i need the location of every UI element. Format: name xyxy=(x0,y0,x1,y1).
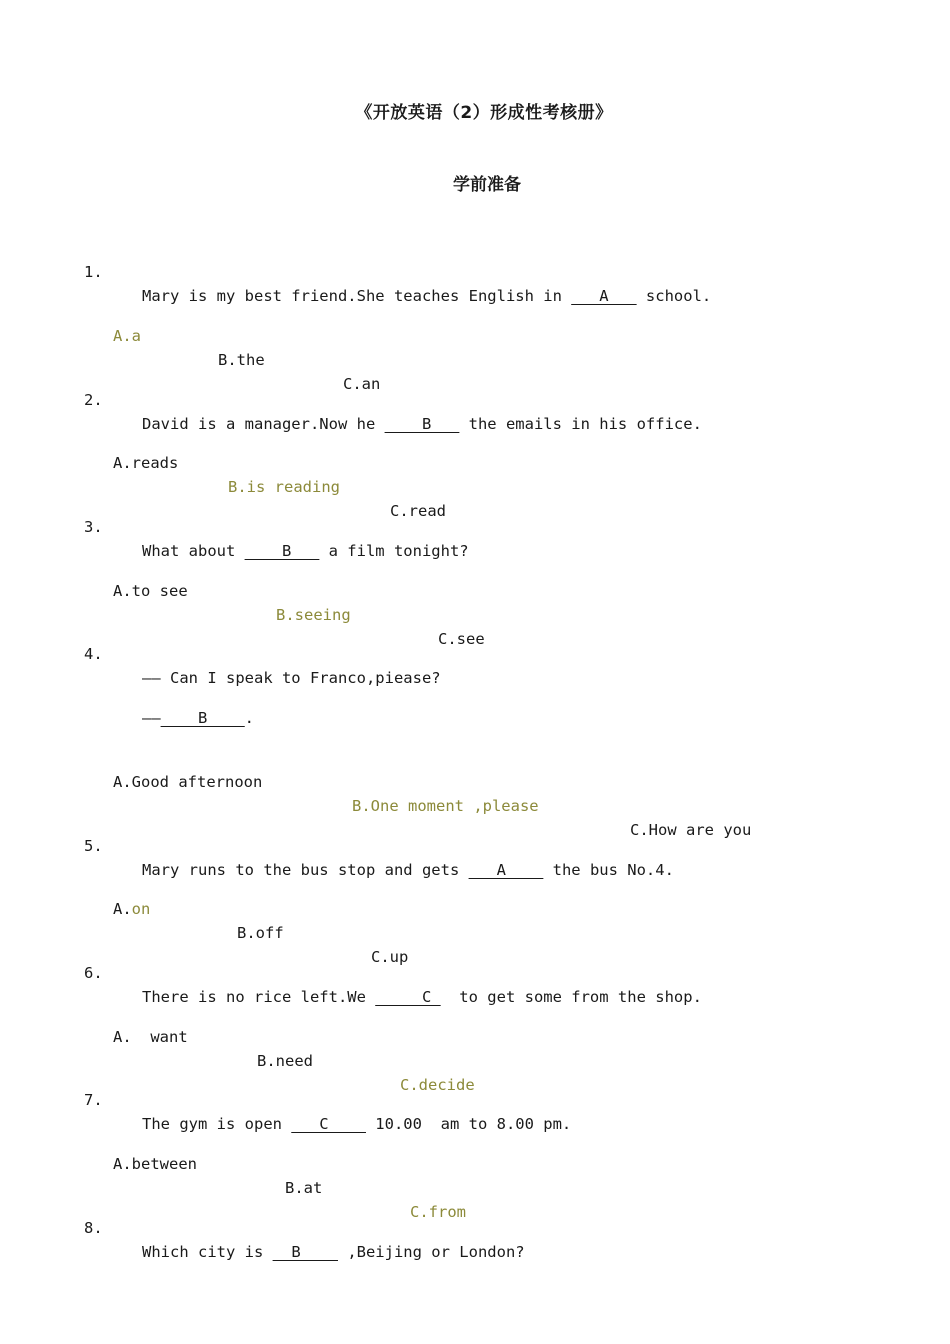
question-stem: ——____B____. xyxy=(142,709,255,727)
option-b: B.One moment ,please xyxy=(352,797,539,815)
option-c: C.How are you xyxy=(630,821,752,839)
options-4 xyxy=(0,746,752,839)
option-b: B.is reading xyxy=(228,478,340,496)
question-4-response xyxy=(0,682,255,727)
option-b: B.at xyxy=(285,1179,323,1197)
options-3 xyxy=(0,555,485,648)
question-stem: Mary runs to the bus stop and gets ___A____ the bus No.4. xyxy=(142,861,674,879)
option-c: C.up xyxy=(371,948,409,966)
option-b: B.off xyxy=(237,924,284,942)
question-stem: What about ____B___ a film tonight? xyxy=(142,542,469,560)
option-a: A. want xyxy=(113,1028,188,1046)
answer-blank: ___A___ xyxy=(571,287,637,305)
option-c: C.an xyxy=(343,375,381,393)
question-stem: The gym is open ___C____ 10.00 am to 8.00 pm. xyxy=(142,1115,572,1133)
question-stem: Mary is my best friend.She teaches English in ___A___ school. xyxy=(142,287,712,305)
question-number: 1. xyxy=(84,263,103,281)
question-number: 2. xyxy=(84,391,103,409)
question-4 xyxy=(0,618,441,687)
option-c: C.from xyxy=(410,1203,466,1221)
answer-blank: __B____ xyxy=(272,1243,338,1261)
option-a: A.a xyxy=(113,327,141,345)
answer-blank: ____B___ xyxy=(244,542,320,560)
question-number: 4. xyxy=(84,645,103,663)
question-stem: David is a manager.Now he ____B___ the emails in his office. xyxy=(142,415,702,433)
question-number: 3. xyxy=(84,518,103,536)
question-number: 8. xyxy=(84,1219,103,1237)
question-number: 5. xyxy=(84,837,103,855)
answer-blank: ___A____ xyxy=(468,861,544,879)
options-7 xyxy=(0,1128,466,1221)
option-b: B.seeing xyxy=(276,606,351,624)
option-c: C.see xyxy=(438,630,485,648)
document-title: 《开放英语（2）形成性考核册》 xyxy=(355,103,613,123)
options-2 xyxy=(0,427,446,520)
option-a: A.to see xyxy=(113,582,188,600)
option-a: A.Good afternoon xyxy=(113,773,263,791)
options-6 xyxy=(0,1001,475,1094)
option-a: A.between xyxy=(113,1155,197,1173)
option-b: B.the xyxy=(218,351,265,369)
section-heading: 学前准备 xyxy=(453,175,521,195)
answer-blank: ____B___ xyxy=(384,415,460,433)
option-a: A.reads xyxy=(113,454,179,472)
answer-blank: _____C_ xyxy=(375,988,441,1006)
answer-blank: ___C____ xyxy=(291,1115,366,1133)
options-1 xyxy=(0,300,381,393)
option-a: A.on xyxy=(113,900,151,918)
question-number: 6. xyxy=(84,964,103,982)
option-c: C.read xyxy=(390,502,446,520)
question-stem: —— Can I speak to Franco,piease? xyxy=(142,669,441,687)
option-c: C.decide xyxy=(400,1076,475,1094)
question-5 xyxy=(0,810,674,879)
answer-blank: ____B____ xyxy=(160,709,245,727)
question-number: 7. xyxy=(84,1091,103,1109)
option-b: B.need xyxy=(257,1052,313,1070)
options-5 xyxy=(0,873,409,966)
question-stem: There is no rice left.We _____C_ to get some from the shop. xyxy=(142,988,702,1006)
question-stem: Which city is __B____ ,Beijing or London? xyxy=(142,1243,525,1261)
question-1 xyxy=(0,236,712,305)
